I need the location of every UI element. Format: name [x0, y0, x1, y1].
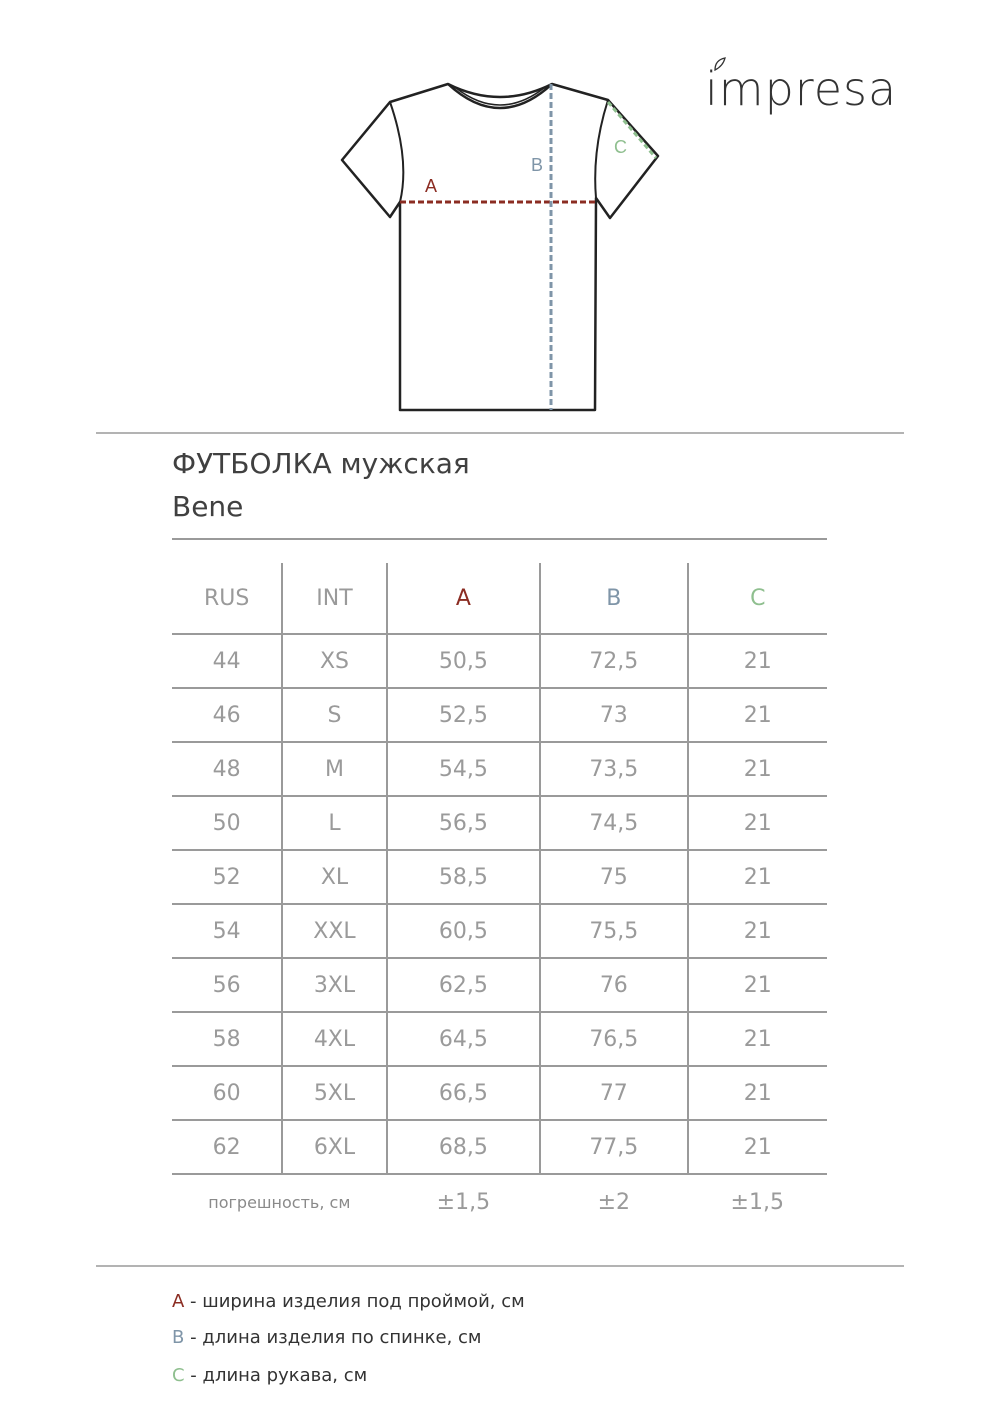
cell-int: L: [282, 796, 386, 850]
cell-rus: 58: [172, 1012, 282, 1066]
cell-c: 21: [688, 742, 827, 796]
legend-b: [172, 1327, 482, 1348]
cell-rus: 46: [172, 688, 282, 742]
cell-b: 75: [540, 850, 687, 904]
header-int: INT: [282, 563, 386, 634]
cell-c: 21: [688, 850, 827, 904]
cell-c: 21: [688, 634, 827, 688]
cell-int: 6XL: [282, 1120, 386, 1174]
cell-c: 21: [688, 1066, 827, 1120]
cell-b: 76: [540, 958, 687, 1012]
table-row: [172, 1120, 827, 1174]
cell-b: 73,5: [540, 742, 687, 796]
cell-a: 56,5: [387, 796, 540, 850]
cell-rus: 44: [172, 634, 282, 688]
cell-a: 58,5: [387, 850, 540, 904]
top-divider: [96, 432, 904, 434]
cell-b: 74,5: [540, 796, 687, 850]
bottom-divider: [96, 1265, 904, 1267]
cell-int: XL: [282, 850, 386, 904]
brand-logo: [705, 62, 897, 116]
table-row: [172, 742, 827, 796]
tolerance-b: ±2: [597, 1189, 631, 1215]
cell-int: M: [282, 742, 386, 796]
header-a: A: [387, 563, 540, 634]
tshirt-diagram: [330, 70, 670, 420]
table-row: [172, 688, 827, 742]
cell-rus: 60: [172, 1066, 282, 1120]
legend-key-b: B: [172, 1327, 185, 1348]
cell-a: 66,5: [387, 1066, 540, 1120]
legend-text-a: - ширина изделия под проймой, см: [184, 1291, 525, 1312]
product-title: ФУТБОЛКА мужская: [172, 447, 470, 480]
logo-text: impresa: [705, 62, 898, 116]
table-row: [172, 958, 827, 1012]
cell-b: 72,5: [540, 634, 687, 688]
cell-b: 75,5: [540, 904, 687, 958]
legend-text-b: - длина изделия по спинке, см: [184, 1327, 482, 1348]
cell-a: 62,5: [387, 958, 540, 1012]
header-rus: RUS: [172, 563, 282, 634]
cell-int: S: [282, 688, 386, 742]
cell-a: 54,5: [387, 742, 540, 796]
cell-int: XXL: [282, 904, 386, 958]
cell-rus: 54: [172, 904, 282, 958]
cell-int: 5XL: [282, 1066, 386, 1120]
title-divider: [172, 538, 827, 540]
cell-rus: 48: [172, 742, 282, 796]
cell-a: 68,5: [387, 1120, 540, 1174]
cell-a: 52,5: [387, 688, 540, 742]
legend-key-c: C: [172, 1365, 185, 1386]
cell-b: 77,5: [540, 1120, 687, 1174]
cell-c: 21: [688, 688, 827, 742]
cell-rus: 56: [172, 958, 282, 1012]
cell-int: 3XL: [282, 958, 386, 1012]
cell-a: 64,5: [387, 1012, 540, 1066]
tolerance-a: ±1,5: [436, 1189, 491, 1215]
tolerance-row: [172, 1174, 827, 1229]
cell-rus: 62: [172, 1120, 282, 1174]
tolerance-c: ±1,5: [730, 1189, 784, 1215]
table-row: [172, 1012, 827, 1066]
leaf-icon: [713, 56, 727, 72]
cell-b: 73: [540, 688, 687, 742]
tolerance-label: погрешность, см: [208, 1192, 351, 1212]
header-c: C: [688, 563, 827, 634]
diagram-label-b: B: [531, 155, 544, 175]
cell-c: 21: [688, 958, 827, 1012]
cell-b: 77: [540, 1066, 687, 1120]
cell-rus: 50: [172, 796, 282, 850]
product-model: Bene: [172, 490, 244, 523]
cell-c: 21: [688, 796, 827, 850]
legend-a: [172, 1291, 525, 1312]
diagram-label-c: C: [614, 137, 627, 157]
legend-c: [172, 1365, 367, 1386]
header-b: B: [540, 563, 687, 634]
cell-a: 60,5: [387, 904, 540, 958]
cell-c: 21: [688, 904, 827, 958]
cell-b: 76,5: [540, 1012, 687, 1066]
cell-rus: 52: [172, 850, 282, 904]
table-row: [172, 796, 827, 850]
cell-c: 21: [688, 1120, 827, 1174]
cell-int: XS: [282, 634, 386, 688]
table-header-row: [172, 563, 827, 634]
legend-text-c: - длина рукава, см: [184, 1365, 368, 1386]
size-table: [172, 563, 827, 1229]
cell-c: 21: [688, 1012, 827, 1066]
table-row: [172, 904, 827, 958]
cell-a: 50,5: [387, 634, 540, 688]
diagram-label-a: A: [425, 176, 438, 196]
table-row: [172, 850, 827, 904]
table-row: [172, 1066, 827, 1120]
tshirt-outline: [342, 84, 658, 410]
table-row: [172, 634, 827, 688]
cell-int: 4XL: [282, 1012, 386, 1066]
legend-key-a: A: [172, 1291, 185, 1312]
